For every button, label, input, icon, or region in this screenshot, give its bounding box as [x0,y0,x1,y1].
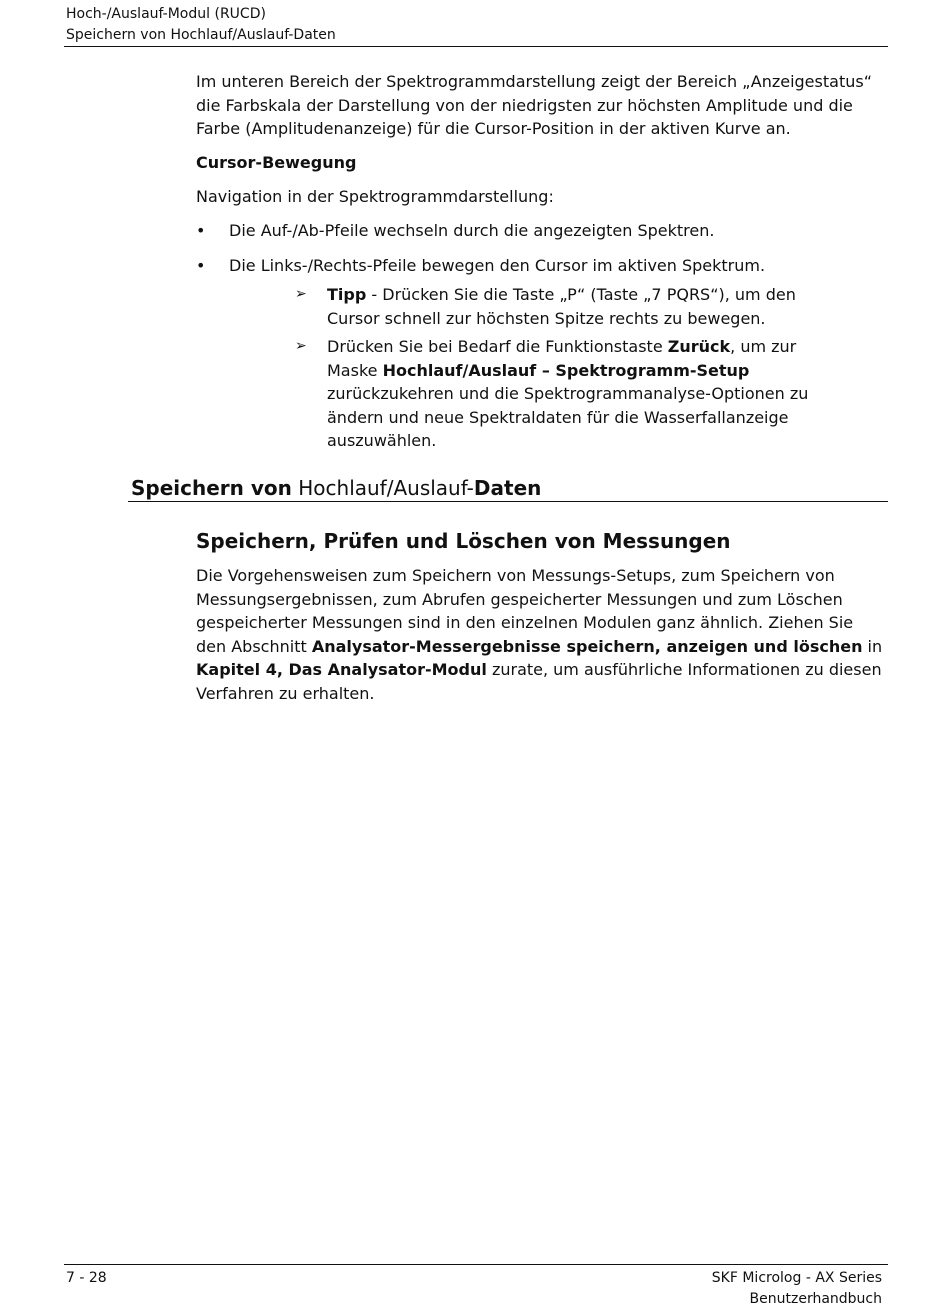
reference-section-name: Analysator-Messergebnisse speichern, anzeigen und löschen [311,636,863,656]
bullet-icon: • [196,221,206,240]
footer-rule [64,1264,888,1265]
footer-product: SKF Microlog - AX Series [711,1270,882,1286]
intro-paragraph: Im unteren Bereich der Spektrogrammdarstellung zeigt der Bereich „Anzeigestatus“ die Farbskala der Darstellung von der niedrigsten zur höchsten Amplitude und die Farbe (Amplitudenanzeige) für die Cursor-Position in der aktiven Kurve an. [196,72,872,138]
running-footer [712,1268,882,1310]
tip-label: Tipp [327,285,367,304]
cursor-movement-heading: Cursor-Bewegung [196,153,357,172]
arrow-bullet-icon: ➢ [295,338,307,354]
setup-screen-label: Hochlauf/Auslauf – Spektrogramm-Setup [382,360,750,380]
subsection-heading: Speichern, Prüfen und Löschen von Messungen [196,529,731,553]
header-section-title: Speichern von Hochlauf/Auslauf-Daten [66,27,336,43]
section-rule [128,501,888,502]
list-item-text: Die Auf-/Ab-Pfeile wechseln durch die angezeigten Spektren. [229,221,715,240]
header-module-title: Hoch-/Auslauf-Modul (RUCD) [66,6,266,22]
tip-text: Drücken Sie bei Bedarf die Funktionstaste Zurück, um zur Maske Hochlauf/Auslauf – Spektrogramm-Setup zurückzukehren und die Spektrogrammanalyse-Optionen zu ändern und neue Spektraldaten für die Wasserfallanzeige auszuwählen. [327,337,809,450]
arrow-bullet-icon: ➢ [295,286,307,302]
bullet-icon: • [196,256,206,275]
section-heading: Speichern von Hochlauf/Auslauf-Daten [131,476,542,500]
tip-text: Tipp - Drücken Sie die Taste „P“ (Taste „7 PQRS“), um den Cursor schnell zur höchsten Spitze rechts zu bewegen. [327,285,796,328]
back-key-label: Zurück [667,337,731,356]
section-paragraph: Die Vorgehensweisen zum Speichern von Messungs-Setups, zum Speichern von Messungsergebnissen, zum Abrufen gespeicherter Messungen und zum Löschen gespeicherter Messungen sind in den einzelnen Modulen ganz ähnlich. Ziehen Sie den Abschnitt Analysator-Messergebnisse speichern, anzeigen und löschen in Kapitel 4, Das Analysator-Modul zurate, um ausführliche Informationen zu diesen Verfahren zu erhalten. [196,566,883,703]
list-item-text: Die Links-/Rechts-Pfeile bewegen den Cursor im aktiven Spektrum. [229,256,766,275]
footer-doc-title: Benutzerhandbuch [749,1291,882,1307]
header-rule [64,46,888,47]
navigation-line: Navigation in der Spektrogrammdarstellung: [196,187,554,206]
running-header [66,4,336,46]
reference-chapter-name: Kapitel 4, Das Analysator-Modul [196,660,487,679]
page-number: 7 - 28 [66,1270,107,1286]
